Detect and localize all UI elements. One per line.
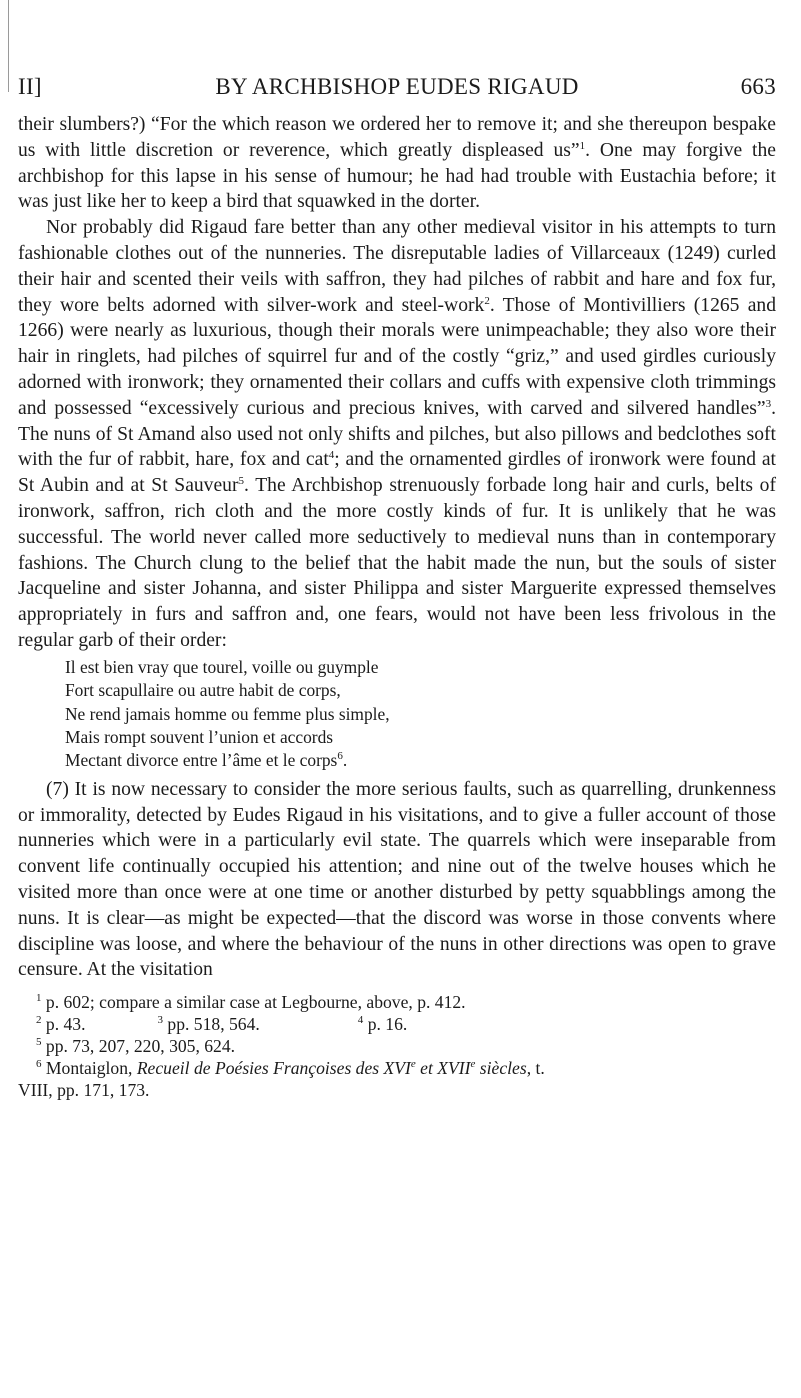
page-number: 663: [740, 74, 776, 99]
verse-line: Il est bien vray que tourel, voille ou guymple: [65, 656, 379, 677]
footnote-6: $^6$ Montaiglon, Recueil de Poésies Françoises des XVIe et XVIIe siècles, t.: [36, 1058, 545, 1079]
footnote-ref: 4: [328, 449, 335, 462]
verse-line: Fort scapullaire ou autre habit de corps,: [65, 680, 341, 701]
verse-line: Mais rompt souvent l’union et accords: [65, 726, 334, 747]
page-edge-line: [8, 0, 9, 92]
footnote-ref: 5: [238, 475, 244, 488]
paragraph-3: (7) It is now necessary to consider the more serious faults, such as quarrelling, drunkenness or immorality, detected by Eudes Rigaud in his visitations, and to give a fuller account of those nunneries which were in a particularly evil state. The quarrels which were inseparable from convent life continually occupied his attention; and nine out of the twelve houses which he visited more than once were at one time or another disturbed by petty squabblings among the nuns. It is clear—as might be expected—that the discord was worse in those convents where discipline was loose, and where the behaviour of the nuns in other directions was open to grave censure. At the visitation: [18, 778, 776, 981]
running-header: [18, 74, 776, 108]
footnote-ref: 1: [579, 139, 586, 152]
main-text: [18, 112, 776, 1101]
verse-line: Mectant divorce entre l’âme et le corps$^6$.: [65, 750, 348, 771]
verse-line: Ne rend jamais homme ou femme plus simple,: [65, 703, 390, 724]
footnote-2-3-4: $^2$ p. 43. $^3$ pp. 518, 564. $^4$ p. 16.: [36, 1014, 408, 1035]
footnote-6-continued: VIII, pp. 171, 173.: [18, 1080, 150, 1101]
verse-quotation: [65, 656, 776, 773]
footnote-ref: 2: [484, 294, 490, 307]
footnote-5: $^5$ pp. 73, 207, 220, 305, 624.: [36, 1036, 236, 1057]
footnote-1: $^1$ p. 602; compare a similar case at Legbourne, above, p. 412.: [36, 992, 466, 1013]
footnote-ref: 3: [765, 397, 772, 410]
paragraph-1: their slumbers?) “For the which reason we ordered her to remove it; and she thereupon bespake us with little discretion or reverence, which greatly displeased us”$^1$. One may forgive the archbishop for this lapse in his sense of humour; he had had trouble with Eustachia before; it was just like her to keep a bird that squawked in the dorter.: [18, 114, 776, 213]
book-title: Recueil de Poésies Françoises des XVIe et XVIIe siècles: [136, 1058, 527, 1079]
running-title: BY ARCHBISHOP EUDES RIGAUD: [215, 74, 579, 99]
footnotes: [18, 991, 776, 1101]
footnote-ref: 6: [337, 750, 343, 763]
chapter-marker: II]: [18, 74, 42, 99]
paragraph-2: Nor probably did Rigaud fare better than any other medieval visitor in his attempts to turn fashionable clothes out of the nunneries. The disreputable ladies of Villarceaux (1249) curled their hair and scented their veils with saffron, they had pilches of rabbit and hare and fox fur, they wore belts adorned with silver-work and steel-work$^2$. Those of Montivilliers (1265 and 1266) were nearly as luxurious, though their morals were unimpeachable; they also wore their hair in ringlets, had pilches of squirrel fur and of the costly “griz,” and used girdles curiously adorned with ironwork; they ornamented their collars and cuffs with expensive cloth trimmings and possessed “excessively curious and precious knives, with carved and silvered handles”$^3$. The nuns of St Amand also used not only shifts and pilches, but also pillows and bedclothes soft with the fur of rabbit, hare, fox and cat$^4$; and the ornamented girdles of ironwork were found at St Aubin and at St Sauveur$^5$. The Archbishop strenuously forbade long hair and curls, belts of ironwork, saffron, rich cloth and the more costly kinds of fur. It is unlikely that he was successful. The world never called more seductively to medieval nuns than in contemporary fashions. The Church clung to the belief that the habit made the nun, but the souls of sister Jacqueline and sister Johanna, and sister Philippa and sister Marguerite expressed themselves appropriately in furs and saffron and, one fears, would not have been less frivolous in the regular garb of their order:: [18, 217, 776, 651]
